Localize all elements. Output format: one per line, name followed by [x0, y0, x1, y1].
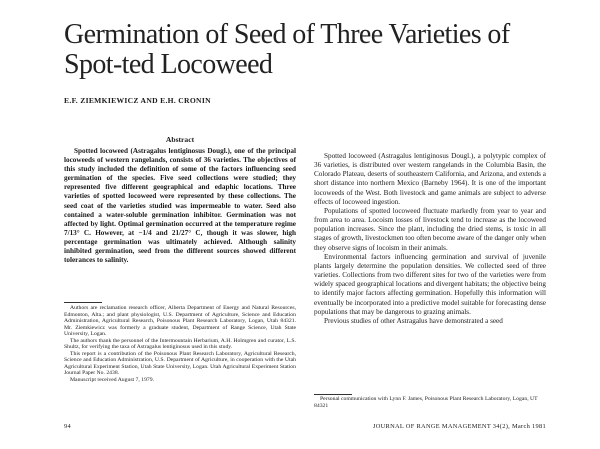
footnote: The authors thank the personnel of the Intermountain Herbarium, A.H. Holmgren and curator, L.S. Shultz, for verifying the taxa of Astragalus lentiginosus used in this study.: [64, 337, 296, 351]
footnote-rule: [314, 394, 352, 395]
author-footnotes: [64, 305, 296, 384]
footnote: This report is a contribution of the Poisonous Plant Research Laboratory, Agricultural Research, Science and Education Administration, U.S. Department of Agriculture, in cooperation with the Utah Agricultural Experiment Station, Utah State University, Logan. Utah Agricultural Experiment Station Journal Paper No. 2438.: [64, 350, 296, 377]
body-paragraph: Populations of spotted locoweed fluctuate markedly from year to year and from area to area. Locoism losses of livestock tend to increase as the locoweed population increases. Since the plant, including the dried stems, is toxic in all stages of growth, livestockmen too often become aware of the danger only when they observe signs of locoism in their animals.: [314, 206, 546, 252]
article-title: Germination of Seed of Three Varieties of Spot-ted Locoweed: [64, 19, 510, 80]
abstract-body: [64, 147, 296, 265]
article-authors: E.F. ZIEMKIEWICZ AND E.H. CRONIN: [64, 96, 211, 105]
footnote-rule: [64, 302, 102, 303]
body-column: [314, 152, 546, 326]
abstract-heading: Abstract: [165, 135, 195, 144]
journal-citation: JOURNAL OF RANGE MANAGEMENT 34(2), March 1981: [372, 423, 546, 430]
abstract-text: Spotted locoweed (Astragalus lentiginosus Dougl.), one of the principal locoweeds of western rangelands, consists of 36 varieties. The objectives of this study included the definition of some of the factors influencing seed germination of the species. Five seed collections were studied; they represented five different geographical and edaphic locations. Three varieties of spotted locoweed were represented by these collections. The seed coat of the varieties studied was impermeable to water. Seed also contained a water-soluble germination inhibitor. Germination was not affected by light. Optimal germination occurred at the temperature regime 7/13° C. However, at −1/4 and 21/27° C, though it was slower, high percentage germination was ultimately achieved. Although salinity inhibited germination, seed from the different sources showed different tolerances to salinity.: [64, 147, 296, 265]
personal-communication-footnote: Personal communication with Lynn F. James, Poisonous Plant Research Laboratory, Logan, UT 84321: [314, 396, 538, 409]
body-paragraph: Previous studies of other Astragalus have demonstrated a seed: [324, 316, 503, 325]
page-number: 94: [64, 423, 71, 430]
footnote: Manuscript received August 7, 1979.: [70, 377, 155, 384]
footnote: Authors are reclamation research officer, Alberta Department of Energy and Natural Resources, Edmonton, Alta.; and plant physiologist, U.S. Department of Agriculture, Science and Education Administration, Agricultural Research, Poisonous Plant Research Laboratory, Logan, Utah 84321. Mr. Ziemkiewicz was formerly a graduate student, Department of Range Science, Utah State University, Logan.: [64, 305, 296, 338]
body-paragraph: Spotted locoweed (Astragalus lentiginosus Dougl.), a polytypic complex of 36 varieties, is distributed over western rangelands in the Columbia Basin, the Colorado Plateau, deserts of southeastern California, and Arizona, and extends a short distance into northern Mexico (Barneby 1964). It is one of the important locoweeds of the West. Both livestock and game animals are subject to adverse effects of locoweed ingestion.: [314, 152, 546, 206]
body-paragraph: Environmental factors influencing germination and survival of juvenile plants largely determine the population densities. We collected seed of three varieties. Collections from two different sites for two of the varieties were from widely spaced geographical locations and divergent habitats; the objective being to identify major factors affecting germination. Hopefully this information will eventually be incorporated into a predictive model suitable for forecasting dense populations that may be dangerous to grazing animals.: [314, 252, 546, 316]
